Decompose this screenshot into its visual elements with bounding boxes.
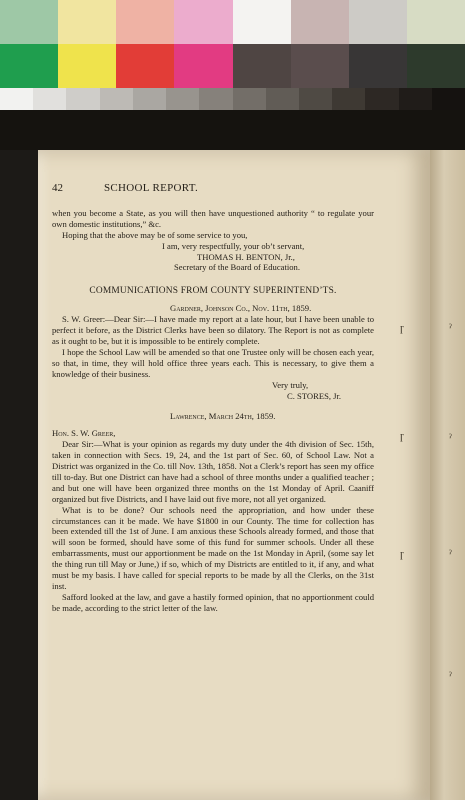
- signature-name: THOMAS H. BENTON, Jr.,: [197, 251, 295, 262]
- text-line: Hoping that the above may be of some service to you,: [62, 229, 248, 240]
- paragraph: Dear Sir:—What is your opinion as regards my duty under the 4th division of Sec. 15th, taken in connection with Secs. 19, 24, and the 1st part of Sec. 60, of School Law. Not a District was organized in the Co. till Nov. 13th, 1858. Not a Clerk’s report has seen my office till to-day. But one District can have had a school of three months under a qualified teacher ; and but one will have been organized three months on the 1st Monday of April. Caaniff organized but five Districts, and I have laid out five more, not all yet organized.: [52, 439, 374, 504]
- calibration-swatch: [349, 44, 407, 88]
- paragraph: I hope the School Law will be amended so that one Trustee only will be chosen each year, so that, in time, they will hold office three years each. This is necessary, to give them a knowledge of their business.: [52, 346, 374, 379]
- paragraph: What is to be done? Our schools need the appropriation, and how under these circumstances can it be made. We have $1800 in our County. The time for collection has been extended till the 1st of June. I am anxious these Schools already formed, and those that will soon be formed, should have some of this fund for summer schools. Under all these embarrassments, must our apportionment be made on the 1st Monday in April, (some say let the thing run till May or June,) if so, which of my Districts are entitled to it, if any, and what must be my basis. I have called for special reports to be made by all the Clerks, on the 31st inst.: [52, 504, 374, 591]
- dateline: Gardner, Johnson Co., Nov. 11th, 1859.: [170, 303, 312, 314]
- calibration-swatch: [407, 44, 465, 88]
- calibration-swatch: [199, 88, 232, 110]
- color-calibration-row-top: [0, 0, 465, 44]
- calibration-swatch: [233, 88, 266, 110]
- text-line: when you become a State, as you will then have unquestioned authority “ to regulate your own domestic institutions,” &c.: [52, 207, 374, 229]
- signature-title: Secretary of the Board of Education.: [174, 262, 300, 273]
- calibration-swatch: [291, 0, 349, 44]
- margin-mark: ɼ: [400, 322, 404, 334]
- calibration-swatch: [33, 88, 66, 110]
- calibration-swatch: [58, 44, 116, 88]
- margin-mark: ˀ: [449, 432, 452, 444]
- calibration-swatch: [399, 88, 432, 110]
- dateline: Lawrence, March 24th, 1859.: [170, 411, 276, 422]
- margin-mark: ˀ: [449, 322, 452, 334]
- section-title: COMMUNICATIONS FROM COUNTY SUPERINTEND’TS.: [89, 286, 337, 297]
- color-calibration-row-bottom: [0, 44, 465, 88]
- running-head: SCHOOL REPORT.: [104, 182, 198, 194]
- paragraph: Safford looked at the law, and gave a hastily formed opinion, that no apportionment could be made, according to the strict letter of the law.: [52, 591, 374, 613]
- calibration-swatch: [407, 0, 465, 44]
- calibration-swatch: [133, 88, 166, 110]
- facing-page-edge: [430, 150, 465, 800]
- paragraph: S. W. Greer:—Dear Sir:—I have made my report at a late hour, but I have been unable to perfect it before, as the District Clerks have been so dilatory. The Report is not as complete as it ought to be, but it is impossible to be entirely complete.: [52, 314, 374, 346]
- letter-signature: C. STORES, Jr.: [287, 390, 342, 401]
- margin-mark: ɼ: [400, 430, 404, 442]
- calibration-swatch: [266, 88, 299, 110]
- calibration-swatch: [116, 44, 174, 88]
- margin-mark: ˀ: [449, 670, 452, 682]
- calibration-swatch: [432, 88, 465, 110]
- letter-closing: Very truly,: [272, 379, 309, 390]
- calibration-swatch: [233, 44, 291, 88]
- calibration-swatch: [66, 88, 99, 110]
- margin-mark: ɼ: [400, 548, 404, 560]
- calibration-swatch: [233, 0, 291, 44]
- calibration-swatch: [0, 0, 58, 44]
- page-text: [52, 183, 374, 614]
- calibration-swatch: [174, 0, 232, 44]
- calibration-swatch: [0, 88, 33, 110]
- page-header: [52, 183, 374, 194]
- calibration-swatch: [291, 44, 349, 88]
- calibration-swatch: [166, 88, 199, 110]
- calibration-swatch: [349, 0, 407, 44]
- calibration-swatch: [299, 88, 332, 110]
- salutation: Hon. S. W. Greer,: [52, 428, 116, 439]
- calibration-swatch: [116, 0, 174, 44]
- calibration-swatch: [332, 88, 365, 110]
- grayscale-calibration-strip: [0, 88, 465, 110]
- scan-background: [0, 110, 465, 150]
- calibration-swatch: [58, 0, 116, 44]
- calibration-swatch: [0, 44, 58, 88]
- calibration-swatch: [365, 88, 398, 110]
- margin-mark: ˀ: [449, 548, 452, 560]
- page-number: 42: [52, 182, 63, 194]
- calibration-swatch: [174, 44, 232, 88]
- calibration-swatch: [100, 88, 133, 110]
- signature-line: I am, very respectfully, your ob’t servant,: [162, 240, 305, 251]
